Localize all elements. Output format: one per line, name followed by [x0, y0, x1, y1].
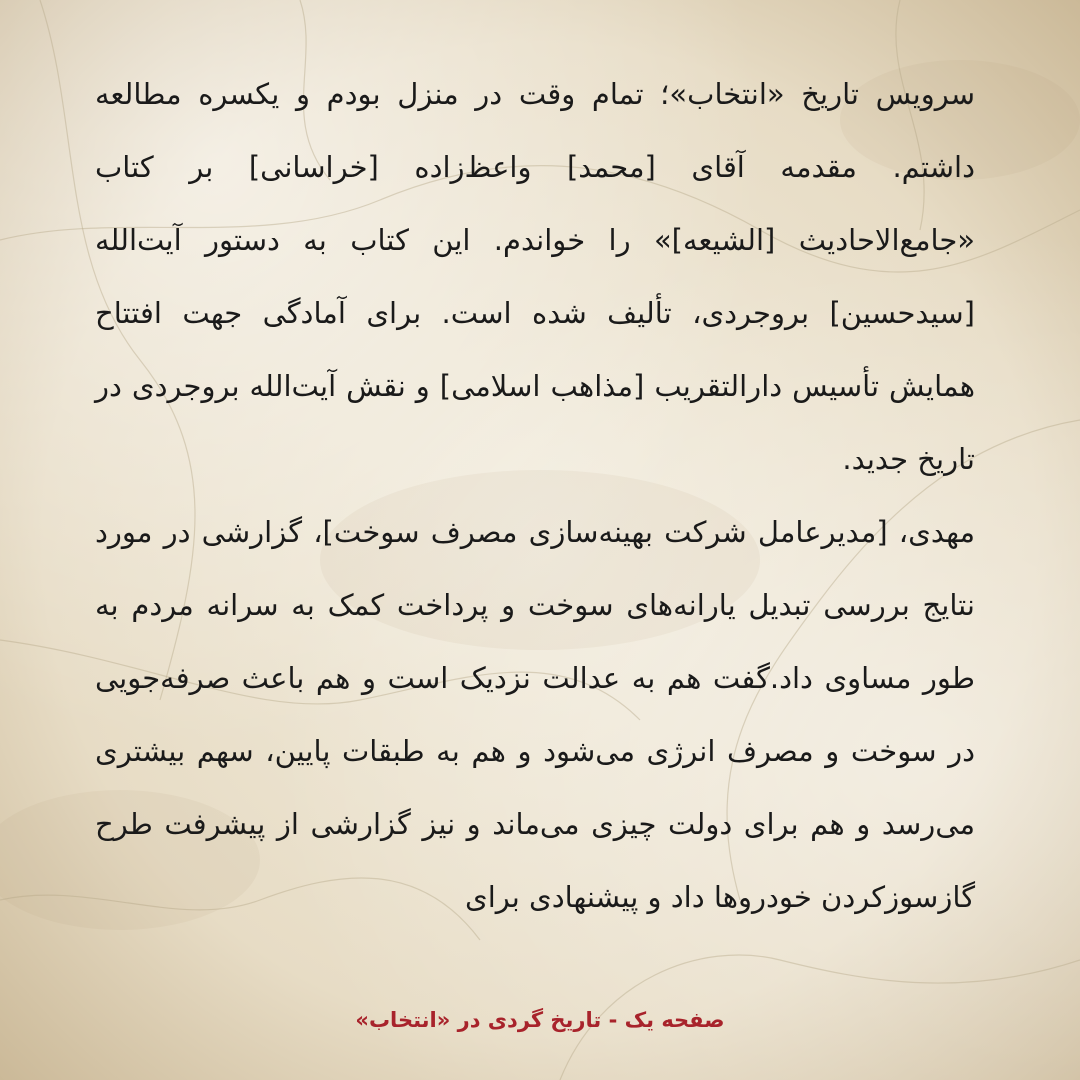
paragraph-1: سرویس تاریخ «انتخاب»؛ تمام وقت در منزل بودم و یکسره مطالعه داشتم. مقدمه آقای [محمد] واعظ‌زاده [خراسانی] بر کتاب «جامع‌الاحادیث [الشیعه]» را خواندم. این کتاب به دستور آیت‌الله [سیدحسین] بروجردی، تألیف شده است. برای آمادگی جهت افتتاح همایش تأسیس دارالتقریب [مذاهب اسلامی] و نقش آیت‌الله بروجردی در تاریخ جدید.	[95, 77, 975, 476]
article-body	[95, 58, 975, 934]
paragraph-2: مهدی، [مدیرعامل شرکت بهینه‌سازی مصرف سوخت]، گزارشی در مورد نتایج بررسی تبدیل یارانه‌های سوخت و پرداخت کمک به سرانه مردم به طور مساوی داد.گفت هم به عدالت نزدیک است و هم باعث صرفه‌جویی در سوخت و مصرف انرژی می‌شود و هم به طبقات پایین، سهم بیشتری می‌رسد و هم برای دولت چیزی می‌ماند و نیز گزارشی از پیشرفت طرح گازسوزکردن خودروها داد و پیشنهادی برای	[95, 515, 975, 914]
page-footer: صفحه یک - تاریخ گردی در «انتخاب»	[355, 1008, 725, 1032]
